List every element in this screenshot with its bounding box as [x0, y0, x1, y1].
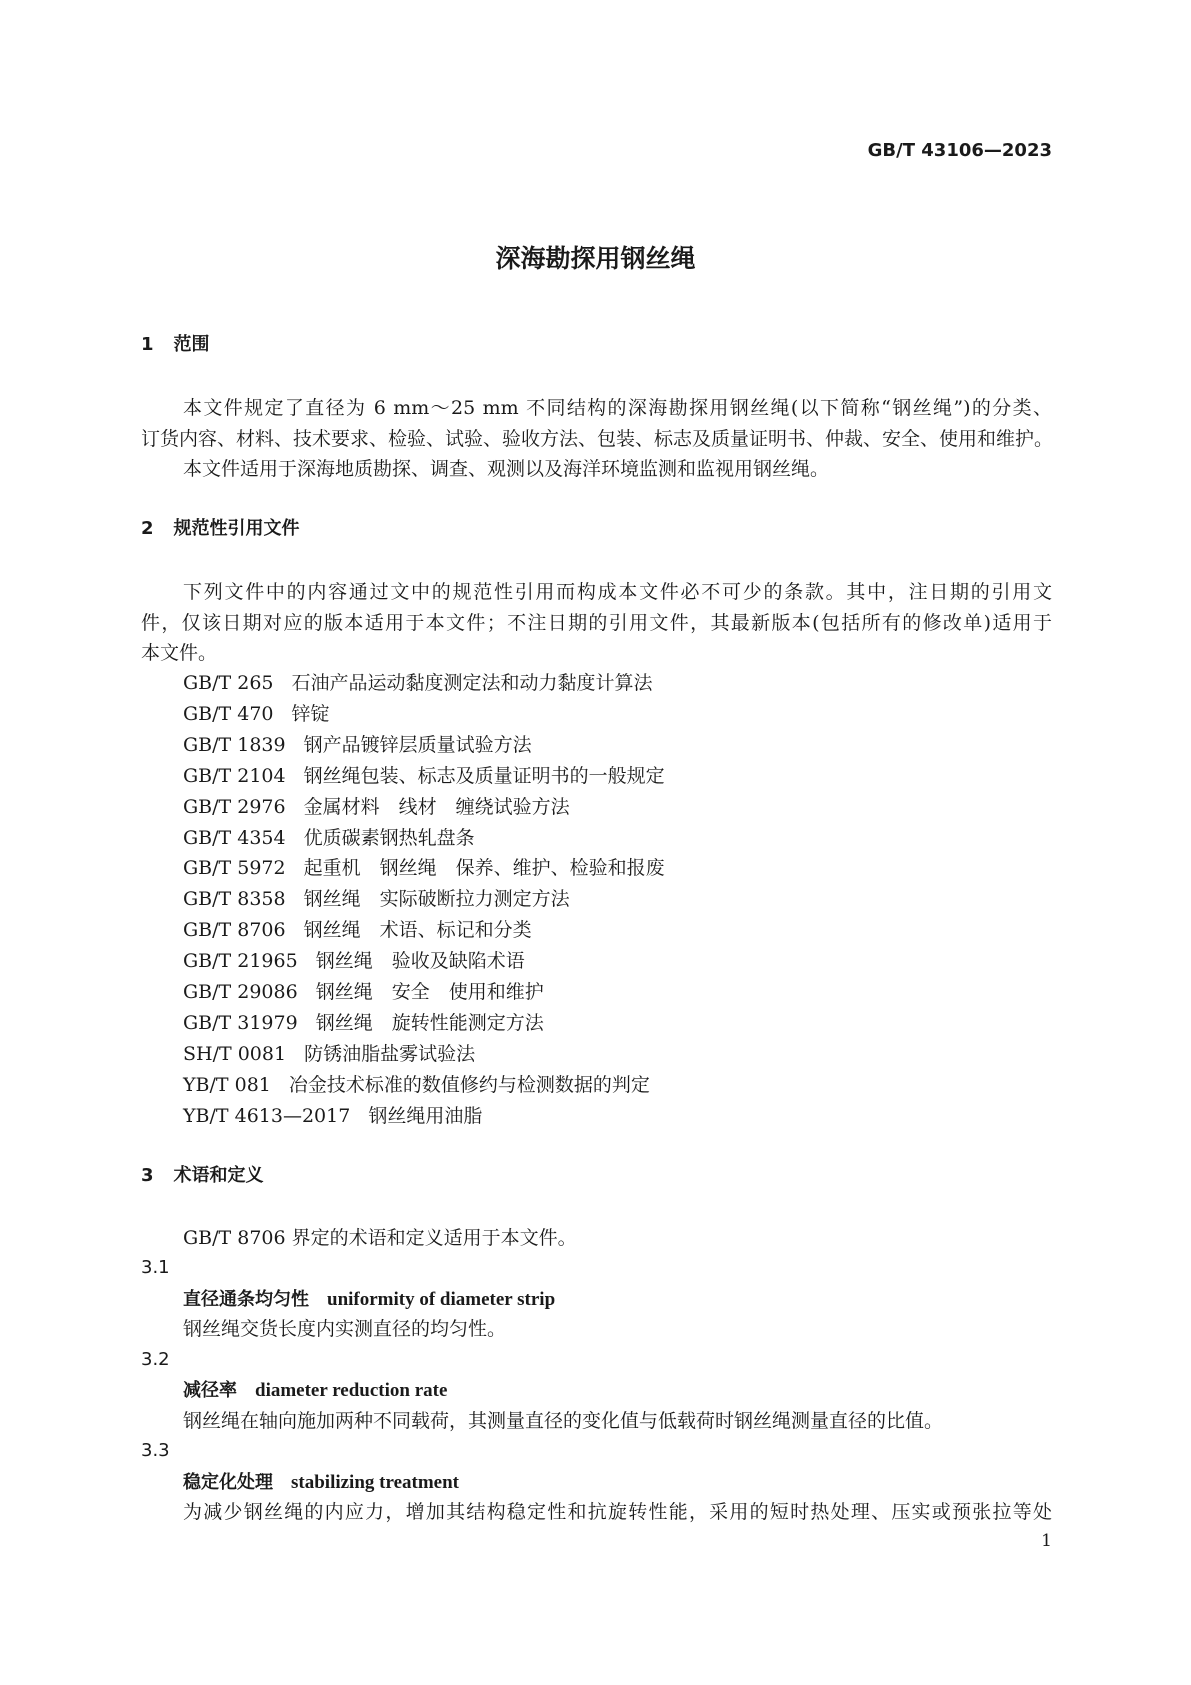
- term-zh: 稳定化处理: [183, 1472, 273, 1493]
- reference-item: [183, 918, 532, 942]
- reference-title: 起重机 钢丝绳 保养、维护、检验和报废: [303, 857, 665, 880]
- section-title: 范围: [173, 334, 210, 355]
- term-zh: 减径率: [183, 1380, 237, 1401]
- reference-item: [183, 1104, 482, 1128]
- reference-item: [183, 1011, 544, 1035]
- reference-title: 钢丝绳 术语、标记和分类: [303, 919, 532, 942]
- reference-item: [183, 949, 525, 973]
- section-3-intro: GB/T 8706 界定的术语和定义适用于本文件。: [183, 1227, 577, 1249]
- reference-item: [183, 733, 532, 757]
- term-number: 3.3: [141, 1440, 170, 1461]
- reference-code: GB/T 5972: [183, 857, 286, 880]
- section-title: 规范性引用文件: [173, 518, 300, 539]
- reference-item: [183, 887, 570, 911]
- paragraph-line: 下列文件中的内容通过文中的规范性引用而构成本文件必不可少的条款。其中，注日期的引用文: [183, 581, 1052, 603]
- reference-code: GB/T 4354: [183, 826, 286, 849]
- term-definition: 钢丝绳在轴向施加两种不同载荷，其测量直径的变化值与低载荷时钢丝绳测量直径的比值。: [183, 1410, 944, 1432]
- term-definition: 钢丝绳交货长度内实测直径的均匀性。: [183, 1318, 507, 1340]
- document-code: GB/T 43106—2023: [867, 140, 1052, 161]
- reference-item: [183, 826, 475, 850]
- reference-code: GB/T 470: [183, 702, 274, 725]
- reference-title: 锌锭: [291, 702, 330, 725]
- term-en: diameter reduction rate: [255, 1380, 448, 1401]
- reference-item: [183, 764, 665, 788]
- section-number: 2: [141, 518, 154, 539]
- section-3-heading: [141, 1164, 264, 1188]
- term-number: 3.2: [141, 1349, 170, 1370]
- reference-code: GB/T 2976: [183, 795, 286, 818]
- reference-code: GB/T 8358: [183, 888, 286, 911]
- section-2-heading: [141, 517, 300, 541]
- section-number: 1: [141, 334, 154, 355]
- reference-title: 钢丝绳 实际破断拉力测定方法: [303, 888, 570, 911]
- reference-code: GB/T 31979: [183, 1011, 298, 1034]
- term-heading: [183, 1470, 459, 1495]
- reference-item: [183, 795, 570, 819]
- term-en: uniformity of diameter strip: [327, 1289, 556, 1310]
- reference-title: 钢产品镀锌层质量试验方法: [303, 733, 532, 756]
- reference-title: 钢丝绳包装、标志及质量证明书的一般规定: [303, 764, 665, 787]
- reference-code: GB/T 29086: [183, 981, 298, 1003]
- section-1-heading: [141, 333, 210, 357]
- reference-title: 防锈油脂盐雾试验法: [304, 1042, 476, 1065]
- reference-code: GB/T 21965: [183, 950, 298, 973]
- term-en: stabilizing treatment: [291, 1472, 459, 1493]
- reference-title: 钢丝绳 安全 使用和维护: [315, 981, 544, 1003]
- section-title: 术语和定义: [173, 1165, 264, 1186]
- reference-item: [183, 1073, 650, 1097]
- paragraph-line: 本文件。: [141, 642, 218, 664]
- reference-title: 金属材料 线材 缠绕试验方法: [303, 795, 570, 818]
- term-definition: 为减少钢丝绳的内应力，增加其结构稳定性和抗旋转性能，采用的短时热处理、压实或预张拉等处: [183, 1501, 1052, 1523]
- reference-item: [183, 702, 330, 726]
- reference-title: 钢丝绳用油脂: [368, 1104, 483, 1127]
- reference-code: YB/T 081: [183, 1073, 271, 1096]
- term-heading: [183, 1378, 447, 1403]
- paragraph-line: 本文件适用于深海地质勘探、调查、观测以及海洋环境监测和监视用钢丝绳。: [183, 458, 830, 480]
- reference-item: [183, 671, 653, 695]
- term-zh: 直径通条均匀性: [183, 1289, 309, 1310]
- paragraph-line: 订货内容、材料、技术要求、检验、试验、验收方法、包装、标志及质量证明书、仲裁、安全、使用和维护。: [141, 428, 1054, 450]
- section-number: 3: [141, 1165, 154, 1186]
- reference-title: 优质碳素钢热轧盘条: [303, 826, 475, 849]
- reference-code: GB/T 265: [183, 672, 274, 694]
- reference-title: 钢丝绳 旋转性能测定方法: [315, 1011, 544, 1034]
- reference-code: GB/T 8706: [183, 919, 286, 942]
- reference-item: [183, 856, 665, 880]
- reference-title: 钢丝绳 验收及缺陷术语: [315, 950, 525, 973]
- reference-title: 石油产品运动黏度测定法和动力黏度计算法: [291, 672, 653, 694]
- reference-code: SH/T 0081: [183, 1042, 287, 1065]
- page-number: 1: [1041, 1531, 1052, 1551]
- paragraph-line: 本文件规定了直径为 6 mm～25 mm 不同结构的深海勘探用钢丝绳(以下简称“钢丝绳”)的分类、: [183, 397, 1052, 419]
- reference-code: YB/T 4613—2017: [183, 1104, 351, 1127]
- reference-code: GB/T 1839: [183, 733, 286, 756]
- reference-code: GB/T 2104: [183, 764, 286, 787]
- page-title: 深海勘探用钢丝绳: [495, 244, 696, 273]
- term-heading: [183, 1287, 555, 1312]
- reference-title: 冶金技术标准的数值修约与检测数据的判定: [288, 1073, 650, 1096]
- term-number: 3.1: [141, 1257, 170, 1278]
- paragraph-line: 件，仅该日期对应的版本适用于本文件；不注日期的引用文件，其最新版本(包括所有的修改单)适用于: [141, 612, 1052, 634]
- reference-item: [183, 1042, 475, 1066]
- reference-item: [183, 980, 544, 1004]
